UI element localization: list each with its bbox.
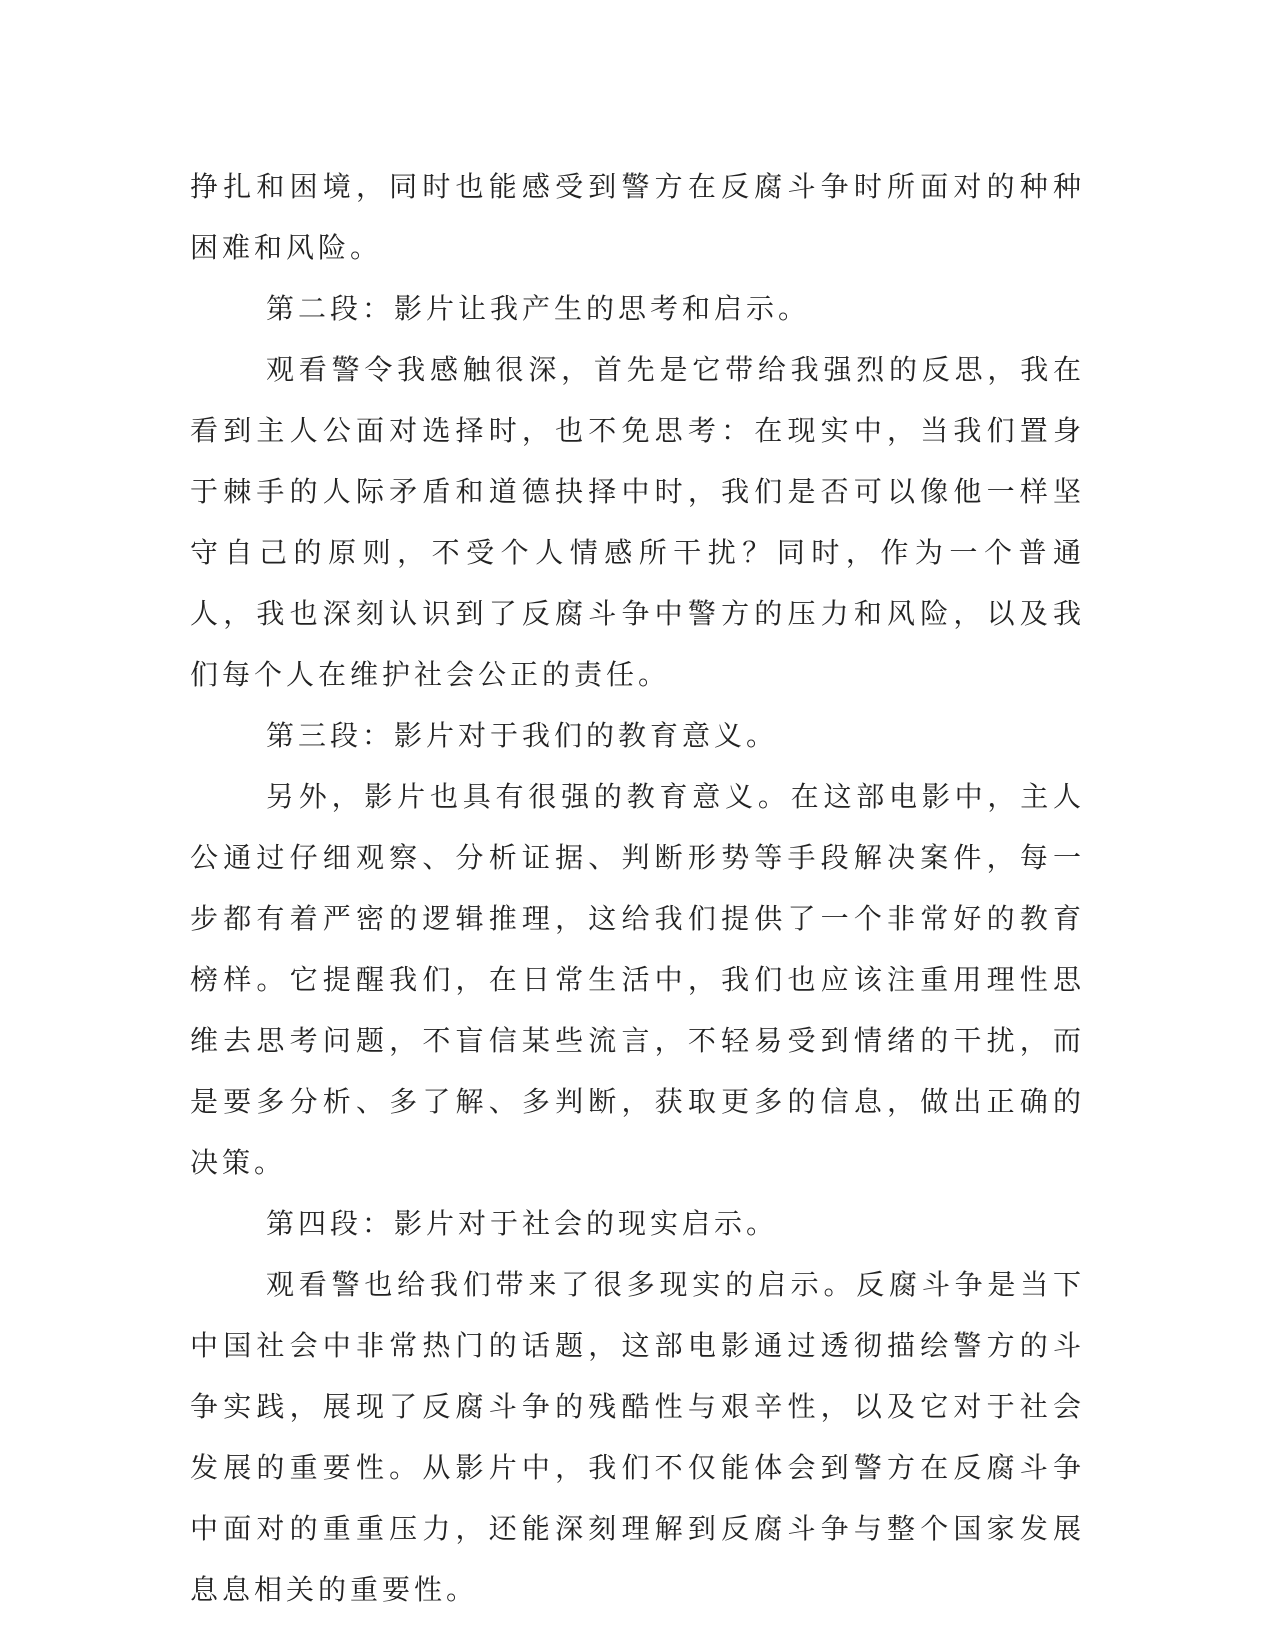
paragraph-education: 另外，影片也具有很强的教育意义。在这部电影中，主人公通过仔细观察、分析证据、判断形势等手段解决案件，每一步都有着严密的逻辑推理，这给我们提供了一个非常好的教育榜样。它提醒我们，在日常生活中，我们也应该注重用理性思维去思考问题，不盲信某些流言，不轻易受到情绪的干扰，而是要多分析、多了解、多判断，获取更多的信息，做出正确的决策。 xyxy=(190,780,1085,1179)
paragraph-society: 观看警也给我们带来了很多现实的启示。反腐斗争是当下中国社会中非常热门的话题，这部电影通过透彻描绘警方的斗争实践，展现了反腐斗争的残酷性与艰辛性，以及它对于社会发展的重要性。从影片中，我们不仅能体会到警方在反腐斗争中面对的重重压力，还能深刻理解到反腐斗争与整个国家发展息息相关的重要性。 xyxy=(190,1268,1085,1606)
section-heading-3: 第三段：影片对于我们的教育意义。 xyxy=(266,719,779,752)
document-body xyxy=(190,156,1085,1620)
paragraph-reflection: 观看警令我感触很深，首先是它带给我强烈的反思，我在看到主人公面对选择时，也不免思考：在现实中，当我们置身于棘手的人际矛盾和道德抉择中时，我们是否可以像他一样坚守自己的原则，不受个人情感所干扰？同时，作为一个普通人，我也深刻认识到了反腐斗争中警方的压力和风险，以及我们每个人在维护社会公正的责任。 xyxy=(190,353,1085,691)
section-heading-2: 第二段：影片让我产生的思考和启示。 xyxy=(266,292,811,325)
section-heading-4: 第四段：影片对于社会的现实启示。 xyxy=(266,1207,779,1240)
paragraph-continuation: 挣扎和困境，同时也能感受到警方在反腐斗争时所面对的种种困难和风险。 xyxy=(190,170,1085,264)
